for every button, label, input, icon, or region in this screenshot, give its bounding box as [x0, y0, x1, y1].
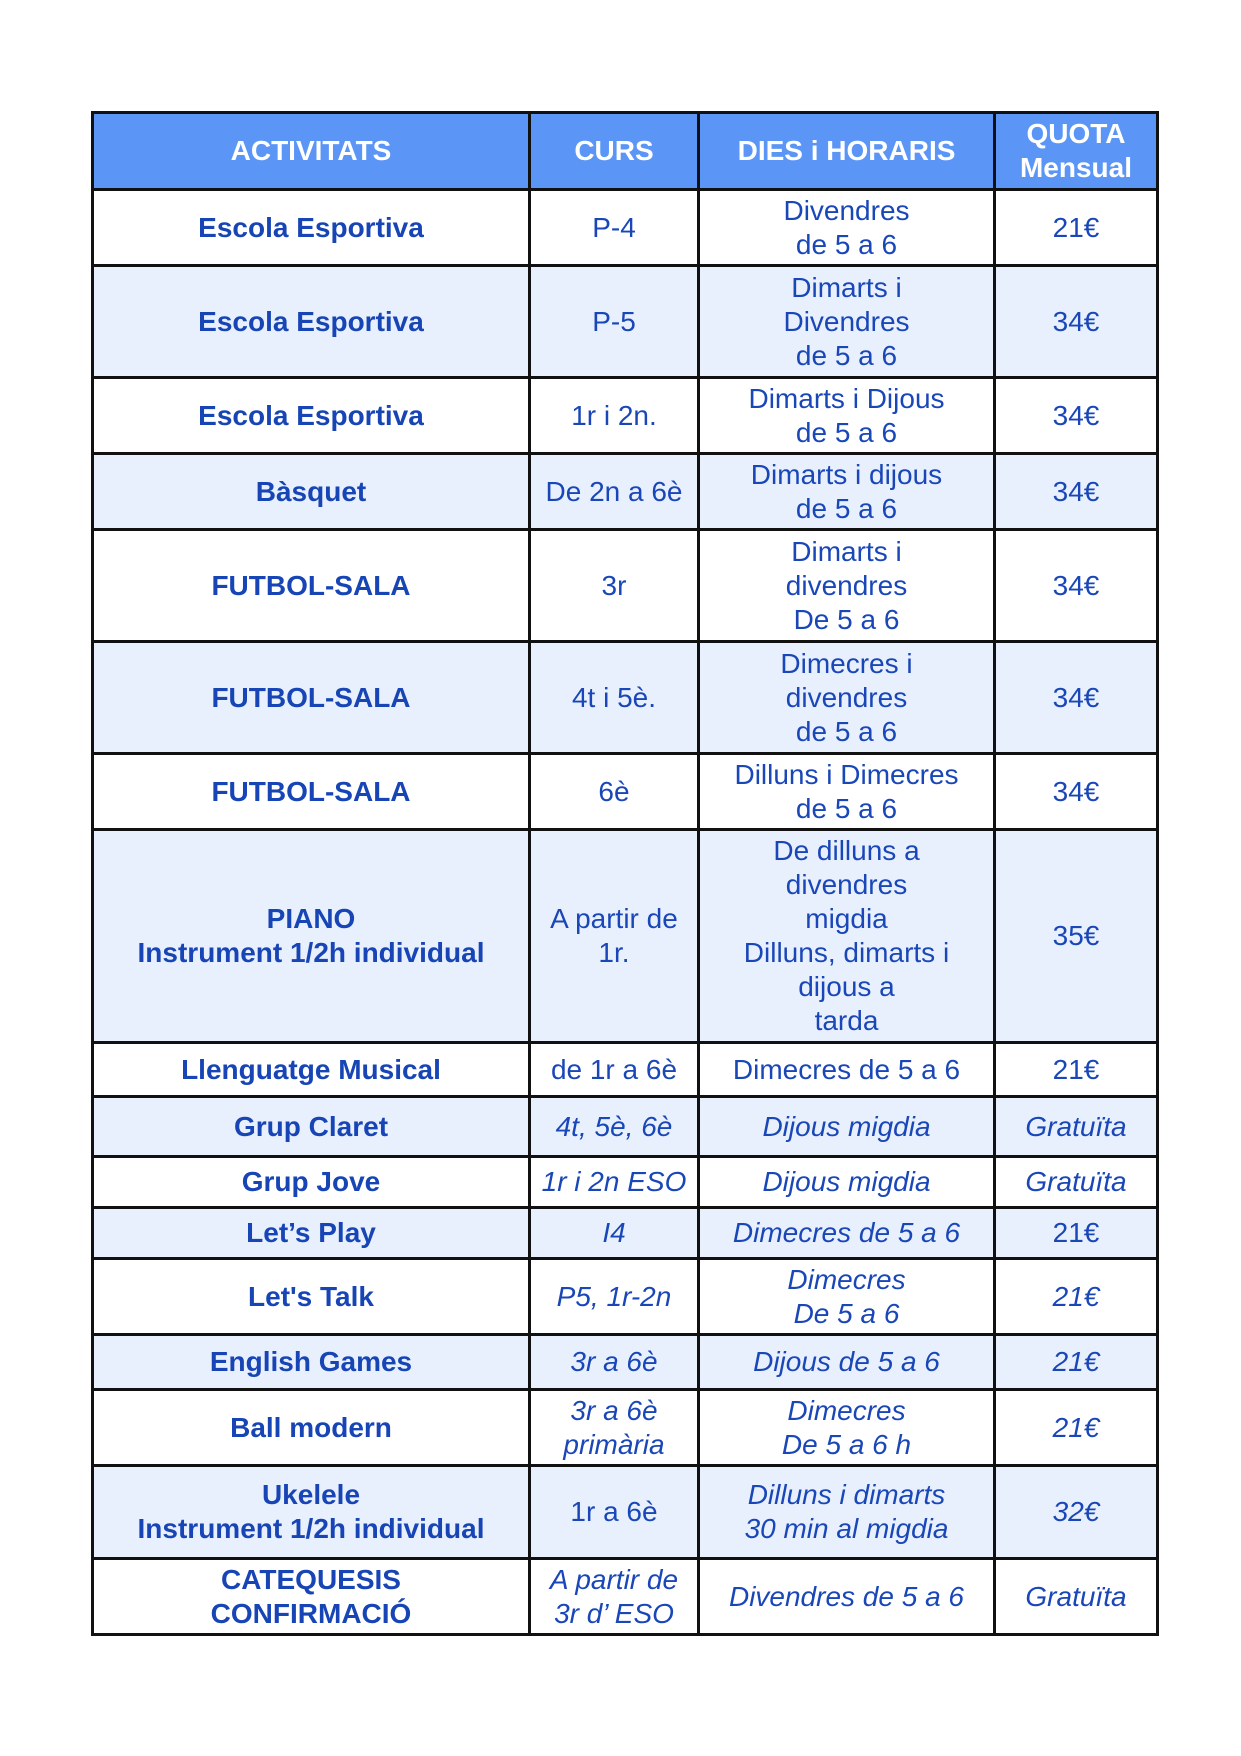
cell-quota: 34€ [995, 754, 1158, 830]
cell-quota: 21€ [995, 1390, 1158, 1466]
cell-curs: 1r a 6è [530, 1466, 699, 1559]
cell-activitat: Let’s Play [93, 1208, 530, 1259]
cell-dies: De dilluns a divendres migdia Dilluns, dimarts i dijous a tarda [699, 830, 995, 1043]
table-row [93, 454, 1158, 530]
cell-activitat: Escola Esportiva [93, 266, 530, 378]
cell-dies: Dijous migdia [699, 1157, 995, 1208]
cell-quota: 21€ [995, 1208, 1158, 1259]
table-row [93, 530, 1158, 642]
cell-quota: 34€ [995, 454, 1158, 530]
cell-curs: 3r a 6è [530, 1335, 699, 1390]
cell-dies: Dimarts i Dijous de 5 a 6 [699, 378, 995, 454]
cell-curs: 1r i 2n ESO [530, 1157, 699, 1208]
cell-curs: 6è [530, 754, 699, 830]
cell-curs: P-4 [530, 190, 699, 266]
header-row [93, 113, 1158, 190]
cell-curs: P-5 [530, 266, 699, 378]
cell-quota: 21€ [995, 1259, 1158, 1335]
cell-dies: Dimecres De 5 a 6 h [699, 1390, 995, 1466]
cell-activitat: FUTBOL-SALA [93, 754, 530, 830]
cell-quota: 35€ [995, 830, 1158, 1043]
cell-activitat: Ball modern [93, 1390, 530, 1466]
cell-quota: Gratuïta [995, 1559, 1158, 1635]
cell-activitat: Escola Esportiva [93, 190, 530, 266]
cell-dies: Dimecres de 5 a 6 [699, 1208, 995, 1259]
cell-activitat: PIANO Instrument 1/2h individual [93, 830, 530, 1043]
table-row [93, 1466, 1158, 1559]
cell-activitat: Let's Talk [93, 1259, 530, 1335]
cell-activitat: Llenguatge Musical [93, 1043, 530, 1097]
cell-dies: Dimarts i dijous de 5 a 6 [699, 454, 995, 530]
table-row [93, 1259, 1158, 1335]
header-quota: QUOTA Mensual [995, 113, 1158, 190]
cell-curs: 4t, 5è, 6è [530, 1097, 699, 1157]
cell-curs: 4t i 5è. [530, 642, 699, 754]
table-row [93, 830, 1158, 1043]
table-row [93, 266, 1158, 378]
cell-quota: 21€ [995, 1043, 1158, 1097]
cell-activitat: CATEQUESIS CONFIRMACIÓ [93, 1559, 530, 1635]
cell-dies: Divendres de 5 a 6 [699, 190, 995, 266]
cell-dies: Dijous de 5 a 6 [699, 1335, 995, 1390]
table-row [93, 754, 1158, 830]
cell-curs: 3r [530, 530, 699, 642]
cell-activitat: Escola Esportiva [93, 378, 530, 454]
cell-curs: de 1r a 6è [530, 1043, 699, 1097]
cell-quota: 21€ [995, 1335, 1158, 1390]
cell-activitat: Grup Jove [93, 1157, 530, 1208]
header-dies-horaris: DIES i HORARIS [699, 113, 995, 190]
cell-quota: Gratuïta [995, 1157, 1158, 1208]
table-row [93, 1559, 1158, 1635]
cell-quota: 34€ [995, 266, 1158, 378]
cell-activitat: Grup Claret [93, 1097, 530, 1157]
activities-table [91, 111, 1159, 1636]
cell-curs: P5, 1r-2n [530, 1259, 699, 1335]
cell-quota: 34€ [995, 530, 1158, 642]
table-row [93, 1157, 1158, 1208]
cell-curs: 1r i 2n. [530, 378, 699, 454]
cell-dies: Divendres de 5 a 6 [699, 1559, 995, 1635]
table-row [93, 642, 1158, 754]
cell-quota: 32€ [995, 1466, 1158, 1559]
cell-dies: Dimecres de 5 a 6 [699, 1043, 995, 1097]
table-row [93, 1043, 1158, 1097]
table-row [93, 1335, 1158, 1390]
cell-activitat: FUTBOL-SALA [93, 642, 530, 754]
table-row [93, 190, 1158, 266]
cell-dies: Dilluns i Dimecres de 5 a 6 [699, 754, 995, 830]
cell-curs: De 2n a 6è [530, 454, 699, 530]
cell-dies: Dimarts i Divendres de 5 a 6 [699, 266, 995, 378]
cell-dies: Dimarts i divendres De 5 a 6 [699, 530, 995, 642]
cell-curs: A partir de 3r d’ ESO [530, 1559, 699, 1635]
table-row [93, 1097, 1158, 1157]
cell-curs: I4 [530, 1208, 699, 1259]
cell-quota: 34€ [995, 642, 1158, 754]
cell-activitat: Bàsquet [93, 454, 530, 530]
cell-dies: Dimecres i divendres de 5 a 6 [699, 642, 995, 754]
cell-dies: Dilluns i dimarts 30 min al migdia [699, 1466, 995, 1559]
cell-curs: 3r a 6è primària [530, 1390, 699, 1466]
header-curs: CURS [530, 113, 699, 190]
cell-activitat: English Games [93, 1335, 530, 1390]
cell-dies: Dimecres De 5 a 6 [699, 1259, 995, 1335]
cell-dies: Dijous migdia [699, 1097, 995, 1157]
header-activitats: ACTIVITATS [93, 113, 530, 190]
cell-activitat: FUTBOL-SALA [93, 530, 530, 642]
table-row [93, 1208, 1158, 1259]
cell-quota: Gratuïta [995, 1097, 1158, 1157]
cell-quota: 34€ [995, 378, 1158, 454]
cell-curs: A partir de 1r. [530, 830, 699, 1043]
cell-quota: 21€ [995, 190, 1158, 266]
cell-activitat: Ukelele Instrument 1/2h individual [93, 1466, 530, 1559]
table-row [93, 1390, 1158, 1466]
table-row [93, 378, 1158, 454]
